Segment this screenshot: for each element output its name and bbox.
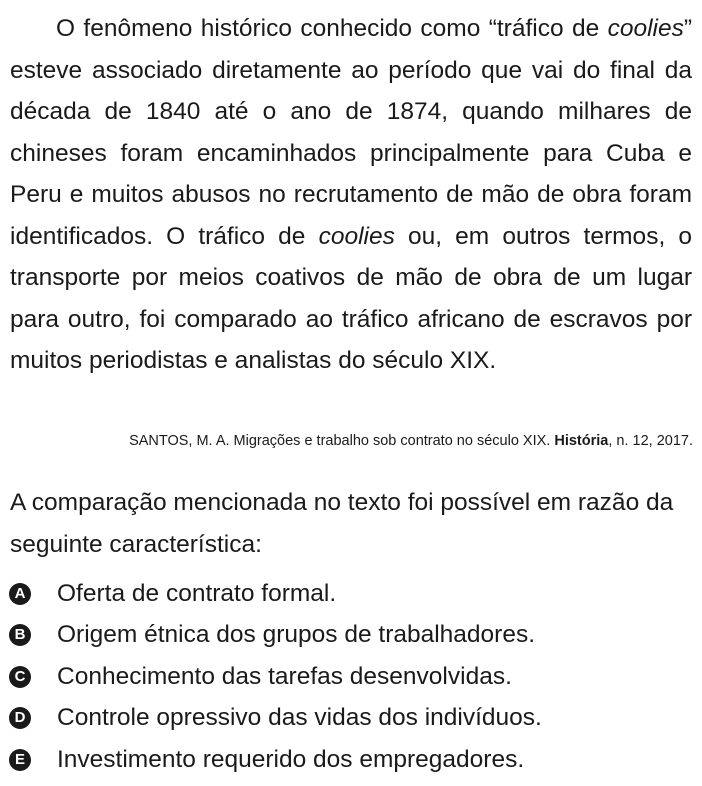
passage-part-2: ” esteve associado diretamente ao período que vai do final da década de 1840 até o ano de 1874, quando milhares de chineses foram encaminhados principalmente para Cuba e Peru e muitos abusos no recrutamento de mão de obra foram identificados. O tráfico de [10,15,692,250]
citation-details: , n. 12, 2017. [608,433,693,449]
option-letter-badge: D [9,707,31,729]
option-d[interactable] [9,698,542,740]
option-letter-badge: B [9,624,31,646]
option-c[interactable] [9,656,542,698]
option-e[interactable] [9,739,542,781]
source-citation [0,432,693,450]
option-letter-badge: A [9,583,31,605]
passage-italic-term-1: coolies [607,15,684,42]
passage-italic-term-2: coolies [318,222,395,250]
passage-part-3: ou, em outros termos, o transporte por meios coativos de mão de obra de um lugar para outro, foi comparado ao tráfico africano de escravos por muitos periodistas e analistas do século XIX. [10,222,693,374]
answer-options [9,573,542,781]
citation-author-title: SANTOS, M. A. Migrações e trabalho sob contrato no século XIX. [129,433,555,449]
option-text: Controle opressivo das vidas dos indivíduos. [57,704,542,732]
option-a[interactable] [9,573,542,615]
option-text: Origem étnica dos grupos de trabalhadores. [57,621,536,649]
option-text: Conhecimento das tarefas desenvolvidas. [57,662,512,690]
option-letter-badge: C [9,666,31,688]
passage-text [10,8,692,382]
question-stem: A comparação mencionada no texto foi possível em razão da seguinte característica: [10,489,674,558]
option-b[interactable] [9,615,542,657]
option-letter-badge: E [9,749,31,771]
citation-journal: História [554,433,609,449]
option-text: Oferta de contrato formal. [57,579,337,607]
passage-part-1: O fenômeno histórico conhecido como “tráfico de [56,15,608,42]
option-text: Investimento requerido dos empregadores. [57,745,525,773]
